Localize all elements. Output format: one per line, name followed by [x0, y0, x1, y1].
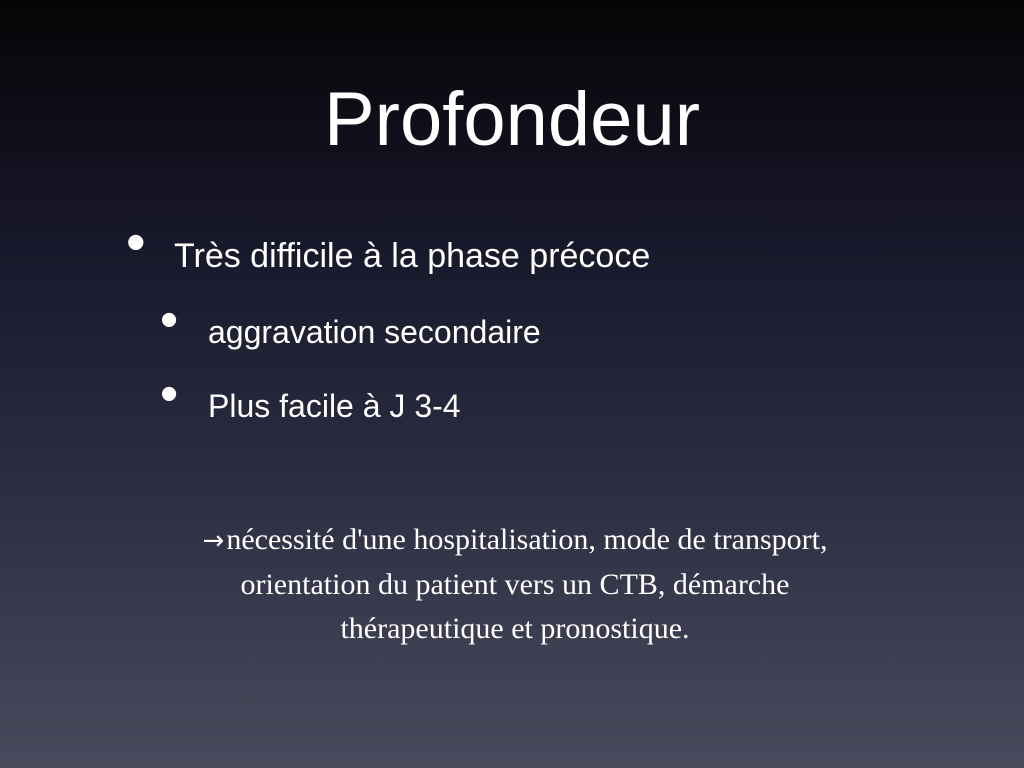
sub-bullet-item [160, 365, 461, 426]
bullet-dot: • [126, 210, 146, 273]
sub-bullet-text: Plus facile à J 3-4 [208, 388, 461, 424]
note-text-1: nécessité d'une hospitalisation, mode de transport, [226, 523, 828, 556]
bullet-item-level1 [126, 210, 651, 276]
note-line-1 [70, 518, 960, 563]
bullet-text: Très difficile à la phase précoce [174, 237, 651, 275]
note-line-3: thérapeutique et pronostique. [340, 612, 690, 645]
conclusion-note [70, 518, 960, 651]
bullet-dot: • [160, 291, 179, 349]
slide-title: Profondeur [323, 77, 701, 162]
note-line-2: orientation du patient vers un CTB, démarche [240, 568, 790, 601]
sub-bullet-item [160, 291, 541, 352]
right-arrow-icon: → [202, 526, 225, 556]
sub-bullet-text: aggravation secondaire [208, 314, 541, 350]
bullet-dot: • [160, 365, 179, 423]
